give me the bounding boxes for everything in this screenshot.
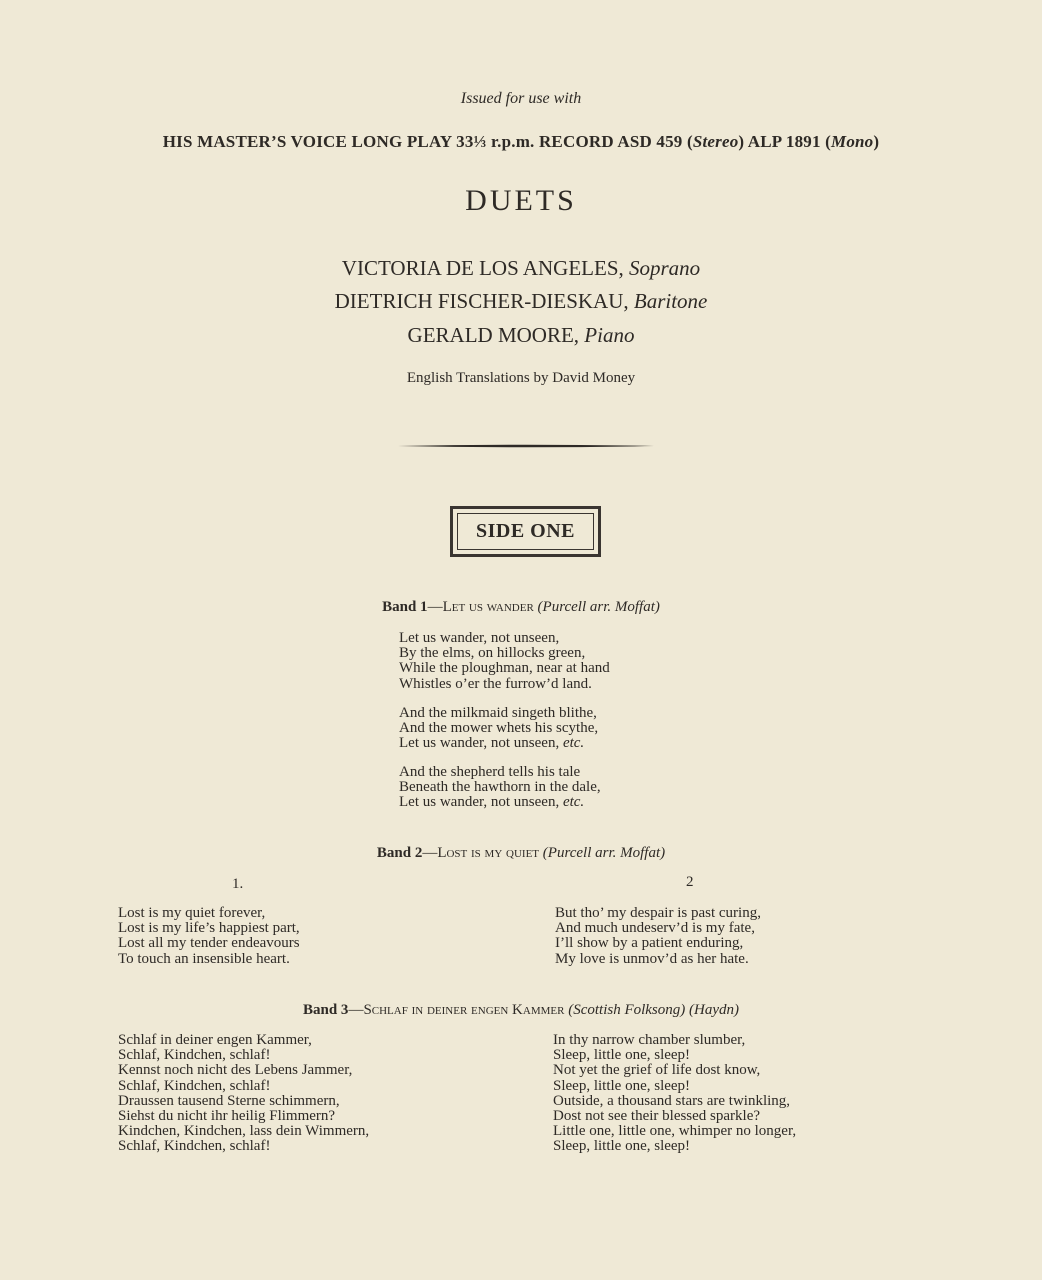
lyric-line: Sleep, little one, sleep! — [553, 1077, 691, 1094]
lyric-line: Draussen tausend Sterne schimmern, — [118, 1092, 340, 1109]
lyric-line: And much undeserv’d is my fate, — [555, 920, 755, 937]
band-1-stanza-3 — [399, 765, 601, 811]
lyric-line: Kindchen, Kindchen, lass dein Wimmern, — [118, 1123, 370, 1140]
performer-name: VICTORIA DE LOS ANGELES, — [341, 256, 624, 280]
band-title: Let us wander — [442, 599, 534, 615]
lyric-line: Whistles o’er the furrow’d land. — [399, 675, 592, 692]
record-prefix: HIS MASTER’S VOICE LONG PLAY 33⅓ r.p.m. RECORD ASD 459 ( — [162, 132, 693, 151]
band-title: Lost is my quiet — [437, 845, 540, 861]
band-credit-composer: (Haydn) — [689, 1002, 740, 1018]
mono-label: Mono — [831, 132, 874, 151]
lyric-line: Let us wander, not unseen, — [399, 630, 560, 646]
lyric-line: But tho’ my despair is past curing, — [555, 905, 761, 921]
band-dash: — — [348, 1002, 364, 1018]
verse-number-1: 1. — [232, 876, 244, 892]
lyric-line: Little one, little one, whimper no longer, — [553, 1123, 797, 1140]
lyric-text: Let us wander, not unseen, — [399, 735, 560, 752]
lyric-line: Sleep, little one, sleep! — [553, 1047, 691, 1064]
lyric-line: In thy narrow chamber slumber, — [553, 1032, 746, 1048]
band-credit: (Purcell arr. Moffat) — [542, 845, 666, 861]
issued-for-use-with: Issued for use with — [460, 90, 582, 107]
lyric-line: Kennst noch nicht des Lebens Jammer, — [118, 1062, 353, 1079]
performer-soprano — [0, 256, 1042, 281]
band-1-heading — [0, 599, 1042, 616]
band-2-heading — [0, 845, 1042, 862]
performer-role: Baritone — [633, 289, 708, 313]
lyric-line: While the ploughman, near at hand — [399, 660, 610, 677]
lyric-line: Lost is my quiet forever, — [118, 905, 266, 921]
performer-role: Soprano — [629, 256, 701, 280]
band-1-stanza-1 — [399, 631, 610, 692]
performer-name: DIETRICH FISCHER-DIESKAU, — [334, 289, 629, 313]
record-info-line — [0, 132, 1042, 152]
lyric-line: By the elms, on hillocks green, — [399, 645, 586, 662]
band-2-verse-2 — [555, 906, 761, 967]
band-number: Band 1 — [382, 599, 428, 615]
lyric-line: Dost not see their blessed sparkle? — [553, 1108, 761, 1125]
band-title: Schlaf in deiner engen Kammer — [363, 1002, 565, 1018]
lyric-line: Lost is my life’s happiest part, — [118, 920, 300, 937]
band-1-stanza-2 — [399, 706, 598, 752]
lyric-line: Siehst du nicht ihr heilig Flimmern? — [118, 1108, 336, 1125]
stereo-label: Stereo — [692, 132, 739, 151]
lyric-line — [399, 736, 598, 751]
band-2-verse-1 — [118, 906, 300, 967]
ornamental-rule — [398, 444, 654, 447]
lyric-etc: etc. — [562, 794, 585, 811]
performer-baritone — [0, 289, 1042, 314]
lyric-line: And the shepherd tells his tale — [399, 764, 581, 780]
lyric-line: Outside, a thousand stars are twinkling, — [553, 1092, 791, 1109]
performer-role: Piano — [584, 323, 635, 347]
band-3-heading — [0, 1002, 1042, 1019]
lyric-etc: etc. — [562, 735, 585, 752]
lyric-line: My love is unmov’d as her hate. — [555, 950, 749, 967]
lyric-line: To touch an insensible heart. — [118, 950, 290, 967]
band-credit: (Purcell arr. Moffat) — [537, 599, 660, 615]
lyric-line: Not yet the grief of life dost know, — [553, 1062, 761, 1079]
band-credit: (Scottish Folksong) — [568, 1002, 686, 1018]
band-3-english-text — [553, 1033, 796, 1155]
lyric-line: Lost all my tender endeavours — [118, 935, 300, 952]
page-title: DUETS — [465, 184, 577, 217]
performer-piano — [0, 323, 1042, 348]
lyric-text: Let us wander, not unseen, — [399, 794, 560, 811]
translations-credit: English Translations by David Money — [406, 370, 636, 386]
record-suffix: ) — [873, 132, 880, 151]
lyric-line — [399, 795, 601, 810]
performer-name: GERALD MOORE, — [407, 323, 580, 347]
lyric-line: Schlaf, Kindchen, schlaf! — [118, 1138, 271, 1155]
lyric-line: I’ll show by a patient enduring, — [555, 935, 744, 952]
lyric-line: Sleep, little one, sleep! — [553, 1138, 691, 1155]
lyric-line: Schlaf, Kindchen, schlaf! — [118, 1077, 271, 1094]
lyric-line: Schlaf, Kindchen, schlaf! — [118, 1047, 271, 1064]
band-dash: — — [422, 845, 438, 861]
side-one-box — [450, 506, 601, 557]
verse-number-2: 2 — [686, 874, 694, 890]
band-dash: — — [427, 599, 443, 615]
record-mid: ) ALP 1891 ( — [738, 132, 832, 151]
lyric-line: And the mower whets his scythe, — [399, 720, 599, 737]
side-one-label: SIDE ONE — [457, 513, 594, 550]
lyric-line: Schlaf in deiner engen Kammer, — [118, 1032, 312, 1048]
band-3-german-text — [118, 1033, 369, 1155]
band-number: Band 2 — [376, 845, 423, 861]
band-number: Band 3 — [302, 1002, 349, 1018]
lyric-line: Beneath the hawthorn in the dale, — [399, 779, 601, 796]
lyric-line: And the milkmaid singeth blithe, — [399, 705, 597, 721]
